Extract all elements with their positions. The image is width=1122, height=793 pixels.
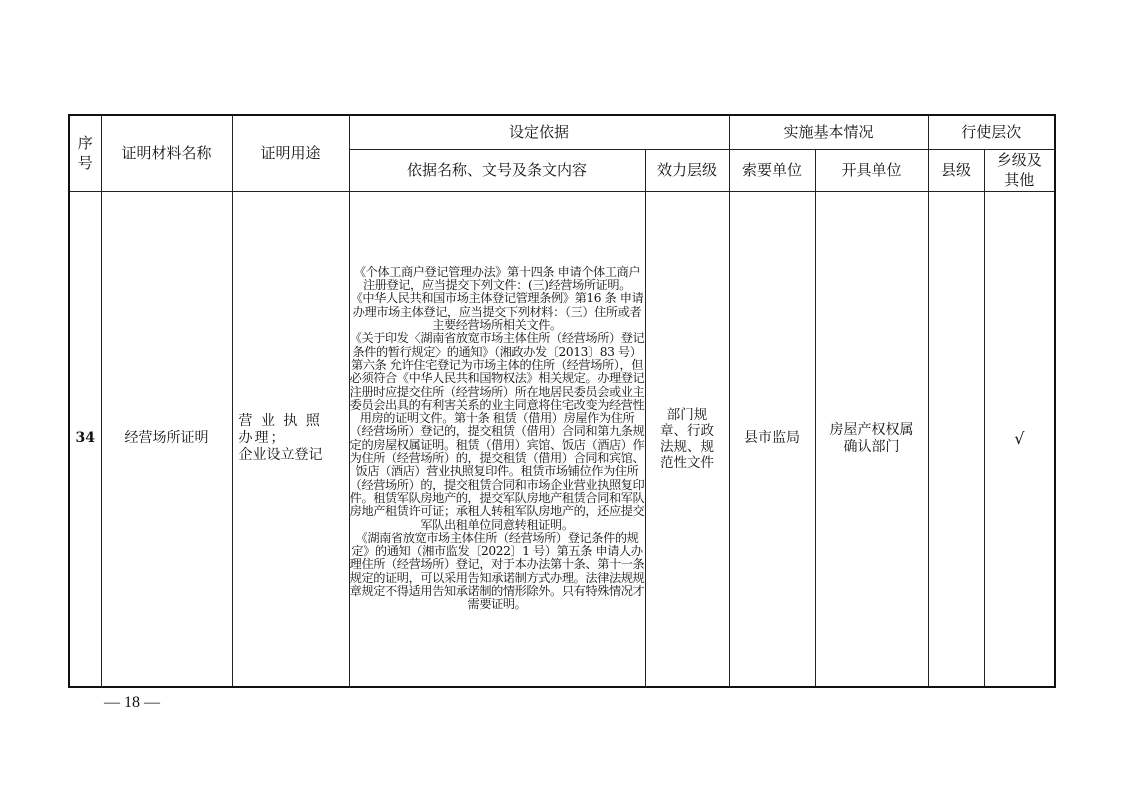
row-requesting-unit: 县市监局 bbox=[729, 191, 815, 687]
row-issuing-unit: 房屋产权权属确认部门 bbox=[815, 191, 928, 687]
header-issuing-unit: 开具单位 bbox=[815, 149, 928, 191]
header-implementation-group: 实施基本情况 bbox=[729, 115, 928, 149]
header-requesting-unit: 索要单位 bbox=[729, 149, 815, 191]
header-township: 乡级及其他 bbox=[984, 149, 1055, 191]
basis-paragraph: 《中华人民共和国市场主体登记管理条例》第16 条 申请办理市场主体登记，应当提交下列材料：（三）住所或者主要经营场所相关文件。 bbox=[350, 291, 644, 333]
basis-paragraph: 《关于印发〈湖南省放宽市场主体住所（经营场所）登记条件的暂行规定〉的通知》（湘政办发〔2013〕83 号）第六条 允许住宅登记为市场主体的住所（经营场所），但必须符合《中华人民共和国物权法》相关规定。办理登记注册时应提交住所（经营场所）所在地居民委员会或业主委员会出具的有利害关系的业主同意将住宅改变为经营性用房的证明文件。第十条 租赁（借用）房屋作为住所（经营场所）登记的，提交租赁（借用）合同和第九条规定的房屋权属证明。租赁（借用）宾馆、饭店（酒店）作为住所（经营场所）的，提交租赁（借用）合同和宾馆、饭店（酒店）营业执照复印件。租赁市场铺位作为住所（经营场所）的，提交租赁合同和市场企业营业执照复印件。租赁军队房地产的，提交军队房地产租赁合同和军队房地产租赁许可证；承租人转租军队房地产的，还应提交军队出租单位同意转租证明。 bbox=[349, 331, 645, 532]
row-material-name: 经营场所证明 bbox=[101, 191, 232, 687]
header-seq-stack bbox=[70, 133, 101, 173]
header-basis-content: 依据名称、文号及条文内容 bbox=[349, 149, 645, 191]
header-row-1 bbox=[69, 115, 1055, 149]
basis-paragraph: 《个体工商户登记管理办法》第十四条 申请个体工商户注册登记，应当提交下列文件：(三)经营场所证明。 bbox=[353, 264, 641, 293]
header-county: 县级 bbox=[928, 149, 984, 191]
row-seq: 34 bbox=[69, 191, 101, 687]
proof-materials-table bbox=[68, 114, 1056, 688]
row-township-checkmark: √ bbox=[984, 191, 1055, 687]
row-basis-content bbox=[349, 191, 645, 687]
header-seq-char-1: 序 bbox=[77, 134, 93, 153]
basis-paragraph: 《湖南省放宽市场主体住所（经营场所）登记条件的规定》的通知（湘市监发〔2022〕1 号）第五条 申请人办理住所（经营场所）登记，对于本办法第十条、第十一条规定的证明，可以采用告知承诺制方式办理。法律法规规章规定不得适用告知承诺制的情形除外。只有特殊情况才需要证明。 bbox=[349, 530, 645, 612]
row-purpose bbox=[232, 191, 349, 687]
row-purpose-line-1: 营 业 执 照 办理； bbox=[238, 413, 322, 447]
header-seq bbox=[69, 115, 101, 191]
row-county bbox=[928, 191, 984, 687]
header-effect-level: 效力层级 bbox=[645, 149, 729, 191]
header-material-name: 证明材料名称 bbox=[101, 115, 232, 191]
row-effect-level: 部门规章、行政法规、规范性文件 bbox=[645, 191, 729, 687]
header-seq-char-2: 号 bbox=[77, 154, 93, 173]
header-purpose: 证明用途 bbox=[232, 115, 349, 191]
table-row bbox=[69, 191, 1055, 687]
header-basis-group: 设定依据 bbox=[349, 115, 729, 149]
header-exercise-group: 行使层次 bbox=[928, 115, 1055, 149]
row-purpose-line-2: 企业设立登记 bbox=[238, 447, 323, 464]
page-number: — 18 — bbox=[104, 694, 160, 711]
